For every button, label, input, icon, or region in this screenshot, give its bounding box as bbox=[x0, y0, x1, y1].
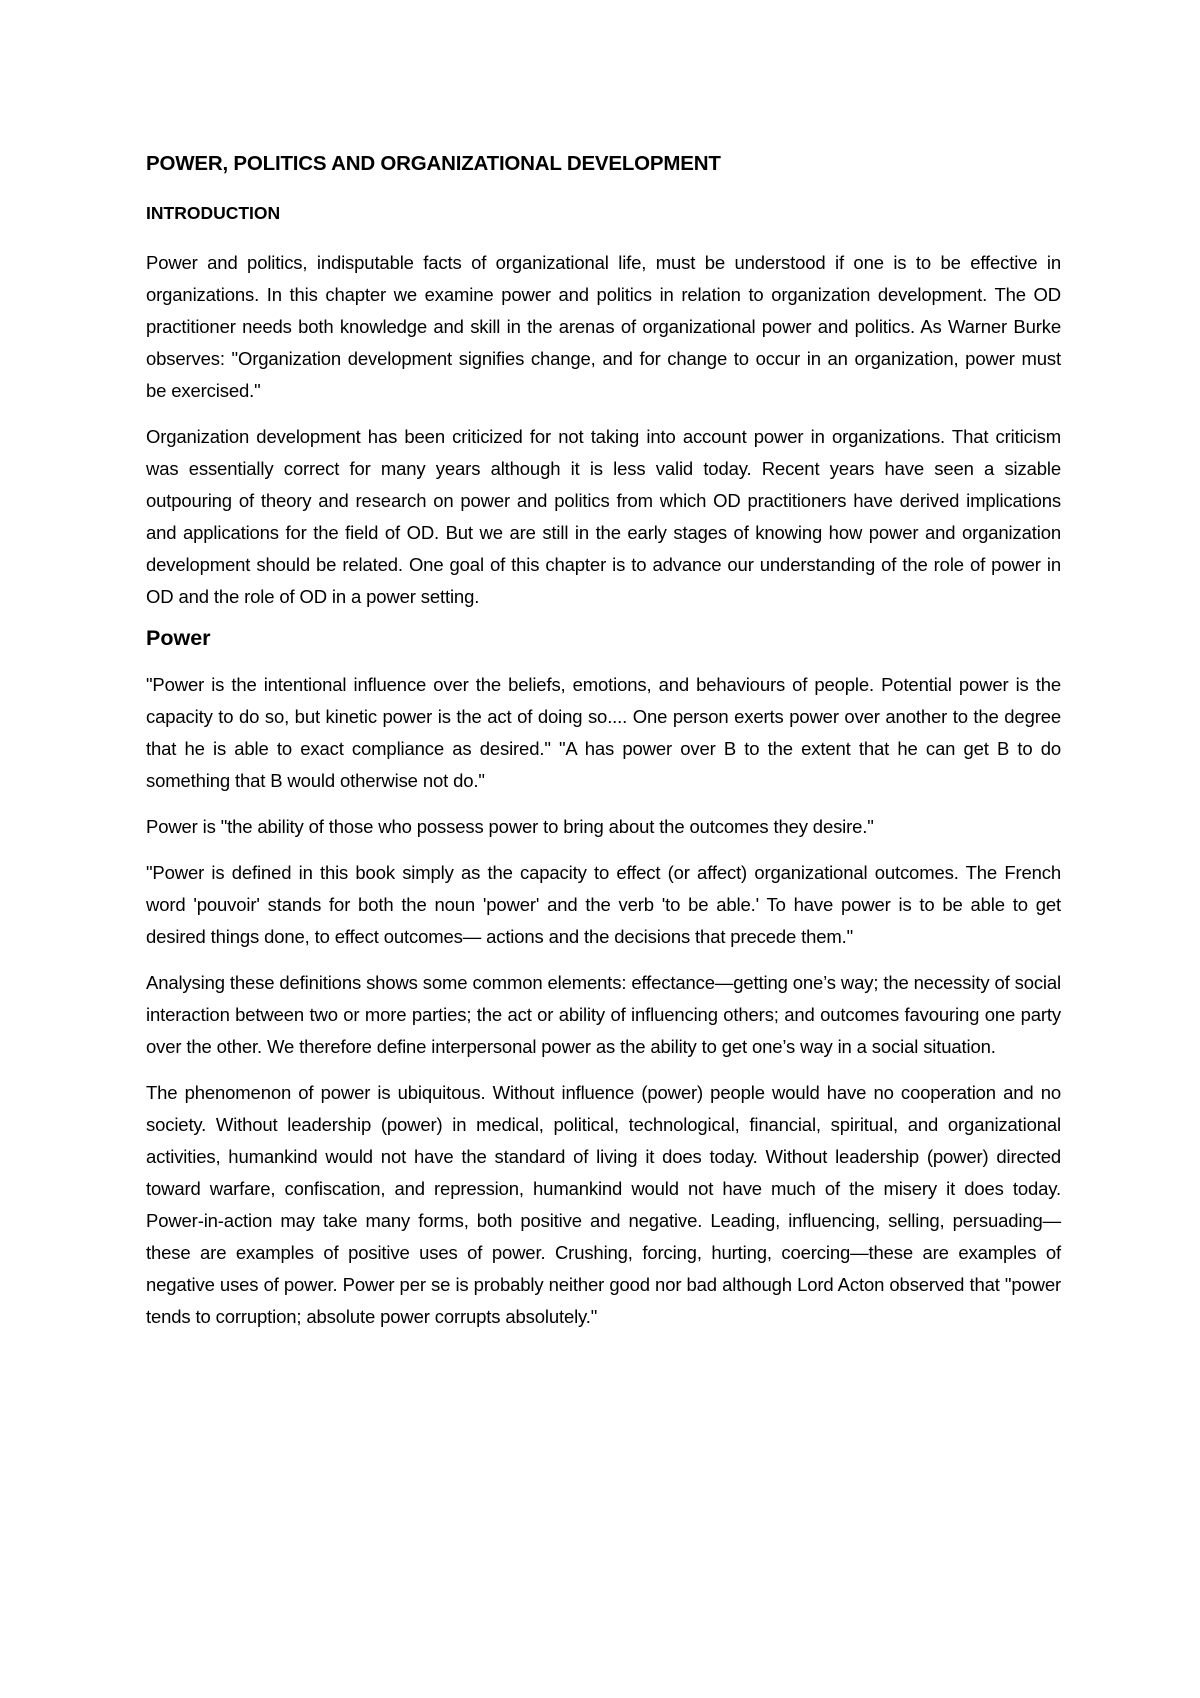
introduction-paragraph-1: Power and politics, indisputable facts of organizational life, must be understood if one is to be effective in organizations. In this chapter we examine power and politics in relation to organization development. The OD practitioner needs both knowledge and skill in the arenas of organizational power and politics. As Warner Burke observes: "Organization development signifies change, and for change to occur in an organization, power must be exercised." bbox=[146, 252, 1061, 401]
power-heading: Power bbox=[146, 626, 211, 650]
introduction-paragraph-2: Organization development has been criticized for not taking into account power in organizations. That criticism was essentially correct for many years although it is less valid today. Recent years have seen a sizable outpouring of theory and research on power and politics from which OD practitioners have derived implications and applications for the field of OD. But we are still in the early stages of knowing how power and organization development should be related. One goal of this chapter is to advance our understanding of the role of power in OD and the role of OD in a power setting. bbox=[146, 426, 1061, 607]
document-title: POWER, POLITICS AND ORGANIZATIONAL DEVELOPMENT bbox=[146, 152, 721, 175]
power-paragraph-1: "Power is the intentional influence over the beliefs, emotions, and behaviours of people. Potential power is the capacity to do so, but kinetic power is the act of doing so.... One person exerts power over another to the degree that he is able to exact compliance as desired." "A has power over B to the extent that he can get B to do something that B would otherwise not do." bbox=[146, 674, 1061, 791]
introduction-heading: INTRODUCTION bbox=[146, 203, 281, 223]
power-paragraph-4: Analysing these definitions shows some common elements: effectance—getting one’s way; the necessity of social interaction between two or more parties; the act or ability of influencing others; and outcomes favouring one party over the other. We therefore define interpersonal power as the ability to get one’s way in a social situation. bbox=[146, 972, 1061, 1057]
power-paragraph-3: "Power is defined in this book simply as the capacity to effect (or affect) organizational outcomes. The French word 'pouvoir' stands for both the noun 'power' and the verb 'to be able.' To have power is to be able to get desired things done, to effect outcomes— actions and the decisions that precede them." bbox=[146, 862, 1061, 947]
power-paragraph-5: The phenomenon of power is ubiquitous. Without influence (power) people would have no cooperation and no society. Without leadership (power) in medical, political, technological, financial, spiritual, and organizational activities, humankind would not have the standard of living it does today. Without leadership (power) directed toward warfare, confiscation, and repression, humankind would not have much of the misery it does today. Power-in-action may take many forms, both positive and negative. Leading, influencing, selling, persuading—these are examples of positive uses of power. Crushing, forcing, hurting, coercing—these are examples of negative uses of power. Power per se is probably neither good nor bad although Lord Acton observed that "power tends to corruption; absolute power corrupts absolutely." bbox=[146, 1082, 1061, 1327]
power-paragraph-2: Power is "the ability of those who possess power to bring about the outcomes they desire." bbox=[146, 816, 874, 837]
document-page bbox=[146, 148, 1061, 1347]
